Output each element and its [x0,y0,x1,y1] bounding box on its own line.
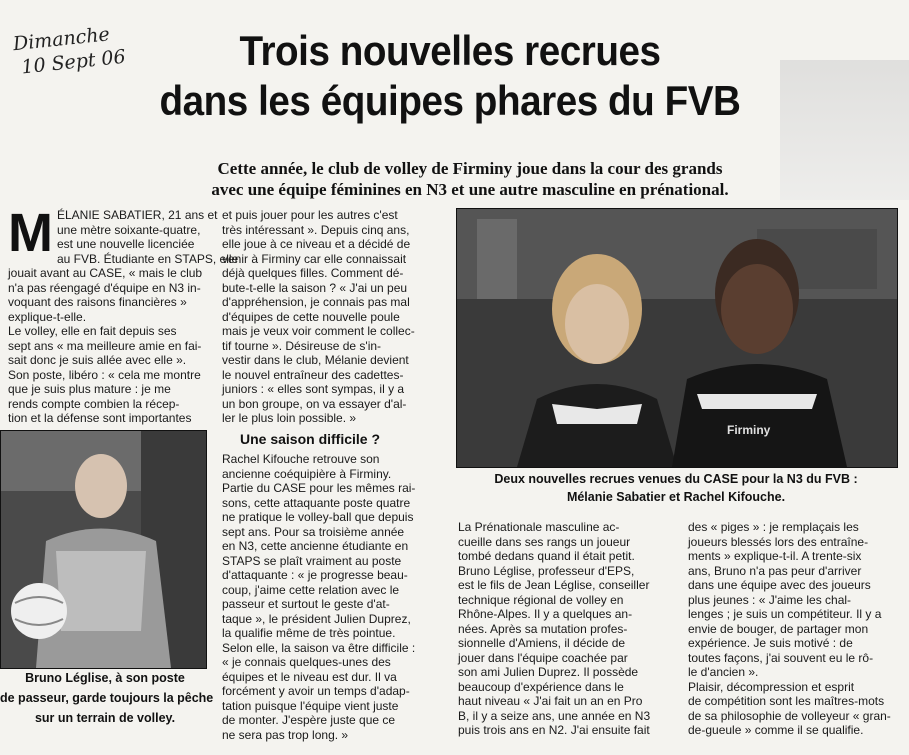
column-2-line: en N3, cette ancienne étudiante en [222,539,409,553]
photo-two-players [456,208,898,468]
column-2-text-bottom [222,452,444,742]
column-2-line: ler le plus loin possible. » [222,411,357,425]
column-3-line: beaucoup d'expérience dans le [458,679,624,694]
jersey-text: Firminy [727,423,771,437]
column-4-line: ans, Bruno n'a pas peur d'arriver [688,563,862,578]
column-3-line: La Prénationale masculine ac- [458,520,620,534]
column-2-line: un bon groupe, on va essayer d'al- [222,396,407,411]
bruno-caption-line-1: Bruno Léglise, à son poste [25,671,185,685]
handwritten-date-note [12,20,136,80]
column-3-line: technique régional de volley en [458,592,624,607]
column-2-line: passeur et surtout le geste d'at- [222,597,390,611]
column-2-line: la qualifie même de très pointue. [222,626,396,640]
column-1-line: sept ans « ma meilleure amie en fai- [8,338,202,353]
column-2-line: ancienne coéquipière à Firminy. [222,466,392,481]
column-1-line: Son poste, libéro : « cela me montre [8,367,201,382]
column-3-line: puis trois ans en N2. J'ai ensuite fait [458,723,650,737]
article-column-3 [458,520,678,738]
article-deck [140,158,800,200]
column-4-text [688,520,906,738]
column-4-line: de sa philosophie de volleyeur « gran- [688,708,891,723]
deck-line-1: Cette année, le club de volley de Firminy joue dans la cour des grands [217,159,723,178]
column-3-line: sionnelle d'Amiens, il décide de [458,636,626,650]
column-3-line: haut niveau « J'ai fait un an en Pro [458,694,643,708]
column-1-line: jouait avant au CASE, « mais le club [8,266,203,280]
column-2-line: de monter. J'espère juste que ce [222,713,396,727]
column-1-line: une mètre soixante-quatre, [56,222,201,237]
bruno-caption-line-2: de passeur, garde toujours la pêche [0,691,214,705]
deck-line-2: avec une équipe féminines en N3 et une autre masculine en prénational. [211,180,729,199]
column-3-line: Rhône-Alpes. Il y a quelques an- [458,607,633,621]
column-1-line: voquant des raisons financières » [8,295,187,309]
drop-cap: M [8,203,53,263]
column-3-line: B, il y a seize ans, une année en N3 [458,708,651,723]
column-2-line: le nouvel entraîneur des cadettes- [222,367,404,382]
column-4-line: des « piges » : je remplaçais les [688,520,859,534]
column-3-line: jouer dans l'équipe coachée par [458,650,628,665]
column-1-line: tion et la défense sont importantes [8,411,192,425]
photo-two-players-image [457,209,897,467]
column-2-text-top [222,208,444,426]
column-2-line: ne sera pas trop long. » [222,727,349,742]
column-2-line: équipes et le niveau est dur. Il va [222,669,397,684]
article-headline [137,26,763,126]
photo-bruno-caption [0,668,214,728]
column-3-text [458,520,678,738]
column-2-line: mais je veux voir comment le collec- [222,324,415,338]
column-3-line: tombé dedans quand il était petit. [458,549,635,563]
column-1-line: au FVB. Étudiante en STAPS, elle [56,251,239,266]
column-2-line: Rachel Kifouche retrouve son [222,452,380,466]
column-4-line: toutes façons, j'ai souvent eu le rô- [688,650,874,665]
caption-line-2: Mélanie Sabatier et Rachel Kifouche. [566,490,786,504]
column-2-line: elle joue à ce niveau et a décidé de [222,237,411,251]
column-4-line: de compétition sont les maîtres-mots [688,694,885,708]
column-2-line: bute-t-elle la saison ? « J'ai un peu [222,280,408,295]
column-2-line: tif tourne ». Désireuse de s'in- [222,338,382,353]
photo-two-players-caption [456,470,896,506]
column-3-line: son ami Julien Duprez. Il possède [458,665,639,679]
column-1-line: ÉLANIE SABATIER, 21 ans et [56,208,218,222]
column-3-line: est le fils de Jean Léglise, conseiller [458,578,650,592]
column-2-line: d'appréhension, je connais pas mal [222,295,410,309]
section-subheading: Une saison difficile ? [240,430,381,447]
article-column-2 [222,208,444,742]
article-column-4 [688,520,906,738]
column-4-line: joueurs blessés lors des entraîne- [688,534,869,549]
column-2-line: ne pratique le volley-ball que depuis [222,510,414,524]
column-4-line: envie de bouger, de partager mon [688,621,869,636]
column-4-line: de-gueule » comme il se qualifie. [688,723,864,737]
column-1-line: Le volley, elle en fait depuis ses [8,324,177,338]
column-2-line: coup, j'aime cette relation avec le [222,582,400,597]
caption-line-1: Deux nouvelles recrues venues du CASE pour la N3 du FVB : [494,472,858,486]
column-1-line: rends compte combien la récep- [8,396,180,411]
column-3-line: nées. Après sa mutation profes- [458,621,628,636]
column-1-line: sait donc je suis allée avec elle ». [8,353,187,367]
column-4-line: Plaisir, décompression et esprit [688,679,855,694]
headline-line-2: dans les équipes phares du FVB [159,77,741,124]
column-4-line: dans une équipe avec des joueurs [688,578,871,592]
column-2-line: vestir dans le club, Mélanie devient [222,353,409,367]
column-2-line: et puis jouer pour les autres c'est [222,208,398,222]
handwritten-line-2: 10 Sept 06 [20,45,127,79]
column-4-line: le d'ancien ». [688,665,759,679]
column-2-line: déjà quelques filles. Comment dé- [222,266,404,280]
column-1-line: que je suis plus mature : je me [8,382,171,396]
column-2-line: juniors : « elles sont sympas, il y a [222,382,405,396]
column-2-line: très intéressant ». Depuis cinq ans, [222,222,410,237]
column-1-line: n'a pas réengagé d'équipe en N3 in- [8,280,201,295]
article-column-1 [8,203,239,426]
column-1-line: explique-t-elle. [8,309,87,324]
column-2-line: Partie du CASE pour les mêmes rai- [222,481,416,495]
column-2-line: sept ans. Pour sa troisième année [222,524,405,539]
column-2-line: sons, cette attaquante poste quatre [222,495,411,510]
column-2-line: forcément y avoir un temps d'adap- [222,684,410,698]
column-3-line: cueille dans ses rangs un joueur [458,534,631,549]
column-2-line: STAPS se plaît vraiment au poste [222,553,402,568]
handwritten-line-1: Dimanche [11,23,111,56]
column-2-line: « je connais quelques-unes des [222,655,391,669]
column-2-line: Selon elle, la saison va être difficile : [222,640,416,655]
column-4-line: lenges ; je suis un compétiteur. Il y a [688,607,882,621]
photo-bruno-leglise-image [1,431,206,668]
photo-bruno-leglise [0,430,207,669]
column-4-line: ments » explique-t-il. A trente-six [688,549,862,563]
column-4-line: expérience. Je suis motivé : de [688,636,853,650]
column-3-line: Bruno Léglise, professeur d'EPS, [458,563,635,578]
column-2-line: d'équipes de cette nouvelle poule [222,309,400,324]
column-2-line: taque », le président Julien Duprez, [222,611,411,626]
column-1-line: est une nouvelle licenciée [56,237,195,251]
column-4-line: plus jeunes : « J'aime les chal- [688,592,852,607]
column-2-line: tation puisque l'équipe vient juste [222,698,399,713]
headline-line-1: Trois nouvelles recrues [239,27,661,74]
column-2-line: venir à Firminy car elle connaissait [222,251,407,266]
bruno-caption-line-3: sur un terrain de volley. [34,711,176,725]
column-2-line: d'attaquante : « je progresse beau- [222,568,408,582]
